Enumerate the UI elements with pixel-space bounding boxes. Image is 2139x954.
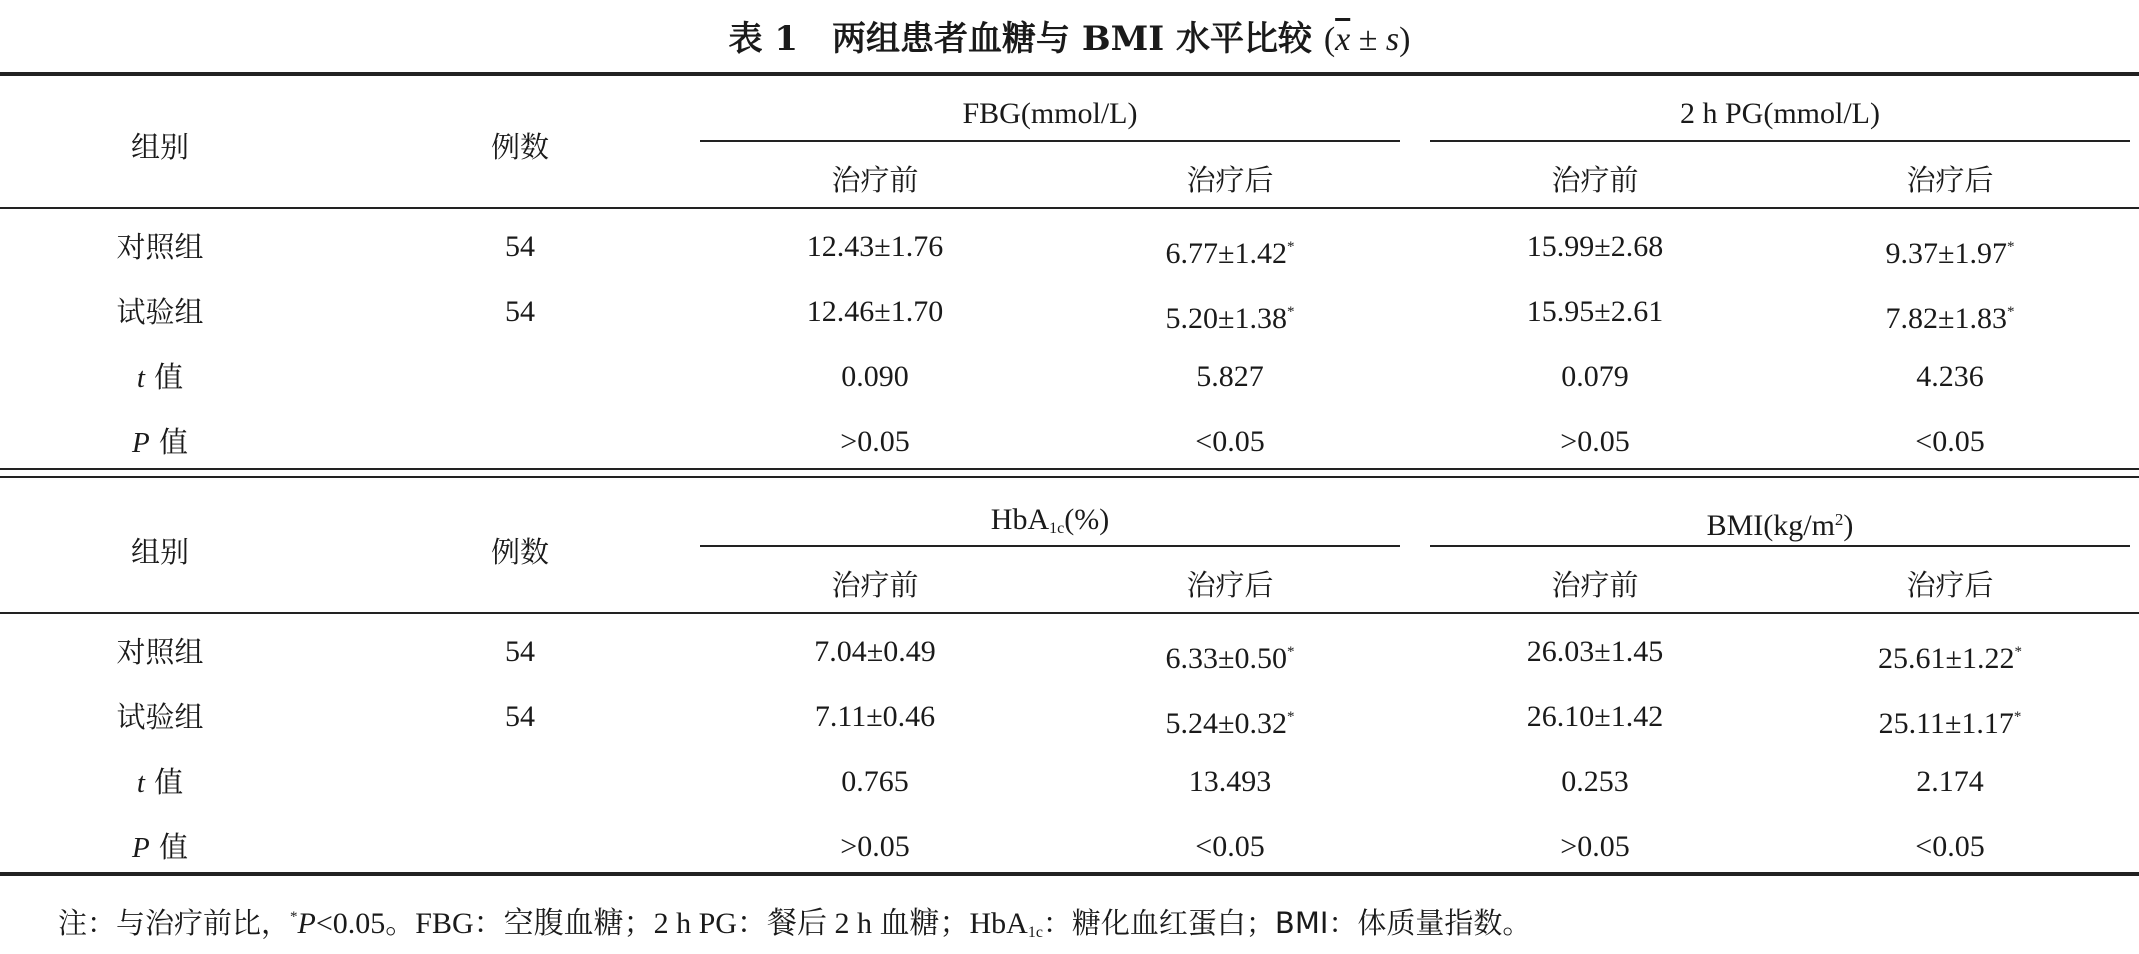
table1-row-fbg-after: 6.77±1.42* (1165, 237, 1295, 270)
table1-p-label: P 值 (132, 425, 188, 459)
table2-t-bmi-before: 0.253 (1561, 765, 1629, 798)
table2-header-rule (0, 612, 2139, 614)
table1-fbg-header: FBG(mmol/L) (962, 97, 1138, 130)
table2-bottom-rule (0, 872, 2139, 876)
table1-fbg-after-header: 治疗后 (1186, 163, 1274, 197)
table2-p-label: P 值 (132, 830, 188, 864)
table1-2hpg-subrule (1430, 140, 2130, 142)
table2-row-hba1c-before: 7.11±0.46 (814, 700, 936, 733)
table2-p-bmi-after: <0.05 (1915, 830, 1985, 863)
table2-row-bmi-before: 26.10±1.42 (1526, 700, 1664, 733)
table1-t-label: t 值 (136, 360, 184, 394)
table2-hba1c-before-header: 治疗前 (831, 568, 919, 602)
caption-pm-symbol: ± (1350, 21, 1386, 58)
table2-bmi-subrule (1430, 545, 2130, 547)
caption-paren-open: ( (1323, 21, 1336, 58)
table1-row-2hpg-after: 7.82±1.83* (1885, 302, 2015, 335)
table2-row-group: 试验组 (116, 700, 204, 734)
table-footnote: 注：与治疗前比，*P<0.05。FBG：空腹血糖；2 h PG：餐后 2 h 血糖；HbA$_{1c}$：糖化血红蛋白；BMI：体质量指数。 (58, 906, 1532, 941)
caption-sd-symbol: s (1385, 21, 1400, 58)
table2-p-hba1c-before: >0.05 (840, 830, 910, 863)
table1-row-fbg-after: 5.20±1.38* (1165, 302, 1295, 335)
table1-t-2hpg-after: 4.236 (1916, 360, 1984, 393)
table2-group-header: 组别 (130, 535, 189, 569)
table-divider-rule-top (0, 468, 2139, 470)
table2-row-bmi-after: 25.11±1.17* (1878, 707, 2022, 740)
table1-t-fbg-before: 0.090 (841, 360, 909, 393)
table1-row-fbg-before: 12.46±1.70 (806, 295, 944, 328)
table1-row-2hpg-before: 15.95±2.61 (1526, 295, 1664, 328)
table2-row-hba1c-before: 7.04±0.49 (814, 635, 936, 668)
table1-row-fbg-before: 12.43±1.76 (806, 230, 944, 263)
table1-header-rule (0, 207, 2139, 209)
table2-bmi-before-header: 治疗前 (1551, 568, 1639, 602)
caption-paren-close: ) (1399, 21, 1411, 58)
table1-fbg-before-header: 治疗前 (831, 163, 919, 197)
table1-row-n: 54 (505, 295, 535, 328)
table2-t-bmi-after: 2.174 (1916, 765, 1984, 798)
table-title (0, 14, 2139, 65)
table2-n-header: 例数 (490, 535, 549, 569)
table2-t-hba1c-before: 0.765 (841, 765, 909, 798)
table1-2hpg-before-header: 治疗前 (1551, 163, 1639, 197)
table2-bmi-header: $BMI(kg/m^2)$ (1706, 509, 1854, 542)
table2-bmi-after-header: 治疗后 (1906, 568, 1994, 602)
table2-p-bmi-before: >0.05 (1560, 830, 1630, 863)
table1-row-group: 试验组 (116, 295, 204, 329)
table-caption: 两组患者血糖与 BMI 水平比较 (832, 19, 1312, 59)
table2-row-group: 对照组 (116, 635, 204, 669)
table1-t-fbg-after: 5.827 (1196, 360, 1264, 393)
table1-t-2hpg-before: 0.079 (1561, 360, 1629, 393)
table2-hba1c-after-header: 治疗后 (1186, 568, 1274, 602)
table2-row-hba1c-after: 6.33±0.50* (1165, 642, 1295, 675)
table2-hba1c-header: HbA$_{1c}$(%) (990, 503, 1110, 537)
table1-group-header: 组别 (130, 130, 189, 164)
table1-p-2hpg-before: >0.05 (1560, 425, 1630, 458)
table1-p-fbg-after: <0.05 (1195, 425, 1265, 458)
caption-mean-symbol: $\overline{x}$ (1335, 21, 1351, 58)
table1-p-fbg-before: >0.05 (840, 425, 910, 458)
table1-row-n: 54 (505, 230, 535, 263)
table1-fbg-subrule (700, 140, 1400, 142)
table2-t-hba1c-after: 13.493 (1188, 765, 1272, 798)
table1-row-2hpg-after: 9.37±1.97* (1885, 237, 2015, 270)
table2-p-hba1c-after: <0.05 (1195, 830, 1265, 863)
table-divider-rule-bottom (0, 476, 2139, 478)
table2-row-n: 54 (505, 635, 535, 668)
table2-t-label: t 值 (136, 765, 184, 799)
table2-row-n: 54 (505, 700, 535, 733)
table1-2hpg-header: 2 h PG(mmol/L) (1680, 97, 1880, 130)
table2-row-hba1c-after: 5.24±0.32* (1165, 707, 1295, 740)
table-number: 表 1 (728, 19, 799, 59)
table1-row-group: 对照组 (116, 230, 204, 264)
table1-2hpg-after-header: 治疗后 (1906, 163, 1994, 197)
table1-top-rule (0, 72, 2139, 76)
table2-row-bmi-after: 25.61±1.22* (1878, 642, 2022, 675)
table1-row-2hpg-before: 15.99±2.68 (1526, 230, 1664, 263)
table2-row-bmi-before: 26.03±1.45 (1526, 635, 1664, 668)
table1-p-2hpg-after: <0.05 (1915, 425, 1985, 458)
table2-hba1c-subrule (700, 545, 1400, 547)
table1-n-header: 例数 (490, 130, 549, 164)
